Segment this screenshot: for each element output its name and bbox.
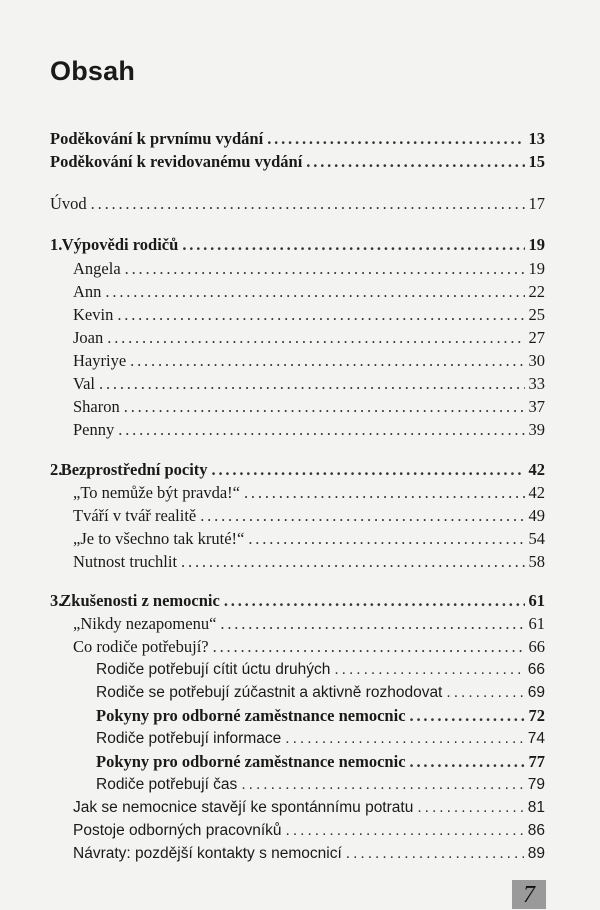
dot-leader — [125, 258, 525, 280]
toc-entry-title: Rodiče potřebují čas — [96, 776, 238, 793]
dot-leader — [267, 128, 524, 150]
dot-leader — [124, 396, 525, 418]
toc-entry-title: Návraty: pozdější kontakty s nemocnicí — [73, 845, 342, 862]
toc-entry — [73, 613, 545, 635]
dot-leader — [213, 636, 525, 658]
toc-entry-title: Rodiče potřebují cítit úctu druhých — [96, 661, 331, 678]
toc-entry-page: 61 — [528, 614, 545, 633]
toc-entry-page: 13 — [528, 129, 545, 148]
dot-leader — [117, 304, 524, 326]
toc-entry-page: 58 — [528, 552, 545, 571]
dot-leader — [105, 281, 524, 303]
dot-leader — [200, 505, 524, 527]
toc-entry-page: 61 — [528, 591, 545, 610]
dot-leader — [181, 551, 524, 573]
dot-leader — [410, 705, 525, 727]
toc-entry — [73, 797, 545, 819]
toc-entry — [73, 304, 545, 326]
toc-entry-page: 19 — [528, 259, 545, 278]
toc-entry-title: Bezprostřední pocity — [60, 460, 208, 479]
toc-entry-page: 72 — [528, 706, 545, 725]
toc-entry-title: Hayriye — [73, 351, 127, 370]
dot-leader — [286, 820, 524, 842]
toc-entry-title: Rodiče se potřebují zúčastnit a aktivně rozhodovat — [96, 684, 443, 701]
toc-entry-page: 15 — [528, 152, 545, 171]
toc-entry-page: 37 — [528, 397, 545, 416]
dot-leader — [182, 234, 524, 256]
toc-entry-page: 79 — [527, 776, 545, 793]
toc-entry — [73, 482, 545, 504]
toc-entry — [96, 682, 545, 704]
toc-entry — [73, 419, 545, 441]
dot-leader — [306, 151, 524, 173]
toc-entry-page: 22 — [528, 282, 545, 301]
toc-entry-title: Val — [73, 374, 95, 393]
toc-entry-title: Ann — [73, 282, 102, 301]
toc-entry-title: „Nikdy nezapomenu“ — [73, 614, 217, 633]
toc-entry — [73, 505, 545, 527]
toc-entry-page: 69 — [527, 684, 545, 701]
toc-entry-title: Zkušenosti z nemocnic — [60, 591, 220, 610]
dot-leader — [446, 682, 523, 704]
toc-entry-title: Postoje odborných pracovníků — [73, 822, 282, 839]
toc-entry-page: 89 — [527, 845, 545, 862]
toc-entry-title: Poděkování k revidovanému vydání — [50, 152, 303, 171]
toc-entry-page: 27 — [528, 328, 545, 347]
toc-entry — [50, 234, 545, 256]
toc-entry-page: 74 — [527, 730, 545, 747]
toc-entry-page: 42 — [528, 460, 545, 479]
toc-entry — [96, 774, 545, 796]
toc-entry — [96, 705, 545, 727]
toc-entry — [73, 528, 545, 550]
dot-leader — [244, 482, 525, 504]
toc-entry-page: 39 — [528, 420, 545, 439]
toc-entry-page: 33 — [528, 374, 545, 393]
toc-entry-title: Úvod — [50, 194, 87, 213]
toc-entry-title: Co rodiče potřebují? — [73, 637, 209, 656]
chapter-number: 2. — [50, 460, 63, 479]
dot-leader — [99, 373, 525, 395]
dot-leader — [118, 419, 524, 441]
toc-entry-title: Jak se nemocnice stavějí ke spontánnímu potratu — [73, 799, 414, 816]
toc-entry — [50, 128, 545, 150]
toc-entry-page: 25 — [528, 305, 545, 324]
dot-leader — [212, 459, 525, 481]
toc-entry — [73, 396, 545, 418]
toc-entry — [96, 728, 545, 750]
toc-entry-title: „Je to všechno tak kruté!“ — [73, 529, 245, 548]
toc-entry-page: 19 — [528, 235, 545, 254]
toc-entry-title: Tváří v tvář realitě — [73, 506, 197, 525]
toc-entry — [50, 151, 545, 173]
chapter-number: 3. — [50, 591, 63, 610]
toc-entry-title: Poděkování k prvnímu vydání — [50, 129, 264, 148]
toc-entry — [50, 590, 545, 612]
toc-entry — [73, 843, 545, 865]
toc-entry — [73, 327, 545, 349]
dot-leader — [107, 327, 524, 349]
toc-entry-page: 81 — [527, 799, 545, 816]
toc-entry-title: Sharon — [73, 397, 120, 416]
toc-entry-title: Nutnost truchlit — [73, 552, 178, 571]
toc-entry — [73, 551, 545, 573]
toc-entry-title: Angela — [73, 259, 121, 278]
toc-entry — [73, 258, 545, 280]
toc-entry-title: Výpovědi rodičů — [61, 235, 179, 254]
toc-entry-page: 66 — [528, 637, 545, 656]
toc-entry-title: Rodiče potřebují informace — [96, 730, 282, 747]
page-number: 7 — [512, 880, 546, 909]
toc-entry-page: 30 — [528, 351, 545, 370]
toc-entry-title: Pokyny pro odborné zaměstnance nemocnic — [96, 752, 406, 771]
dot-leader — [241, 774, 523, 796]
toc-entry — [73, 281, 545, 303]
toc-entry — [50, 193, 545, 215]
dot-leader — [285, 728, 524, 750]
toc-entry-page: 86 — [527, 822, 545, 839]
dot-leader — [224, 590, 525, 612]
toc-entry — [96, 751, 545, 773]
dot-leader — [130, 350, 524, 372]
dot-leader — [346, 843, 524, 865]
dot-leader — [248, 528, 524, 550]
dot-leader — [220, 613, 524, 635]
toc-entry-page: 77 — [528, 752, 545, 771]
toc-entry-title: Joan — [73, 328, 104, 347]
toc-entry-page: 42 — [528, 483, 545, 502]
page-title: Obsah — [50, 56, 136, 86]
chapter-number: 1. — [50, 235, 63, 254]
toc-entry — [73, 350, 545, 372]
toc-entry — [73, 820, 545, 842]
toc-entry — [50, 459, 545, 481]
dot-leader — [91, 193, 525, 215]
toc-entry-title: Penny — [73, 420, 115, 439]
toc-entry-title: Pokyny pro odborné zaměstnance nemocnic — [96, 706, 406, 725]
dot-leader — [410, 751, 525, 773]
toc-entry-page: 17 — [528, 194, 545, 213]
toc-entry-title: Kevin — [73, 305, 114, 324]
toc-entry-title: „To nemůže být pravda!“ — [73, 483, 240, 502]
toc-entry-page: 54 — [528, 529, 545, 548]
toc-entry — [73, 373, 545, 395]
toc-entry — [73, 636, 545, 658]
toc-entry-page: 66 — [527, 661, 545, 678]
toc-entry-page: 49 — [528, 506, 545, 525]
dot-leader — [334, 659, 523, 681]
toc-entry — [96, 659, 545, 681]
dot-leader — [417, 797, 523, 819]
